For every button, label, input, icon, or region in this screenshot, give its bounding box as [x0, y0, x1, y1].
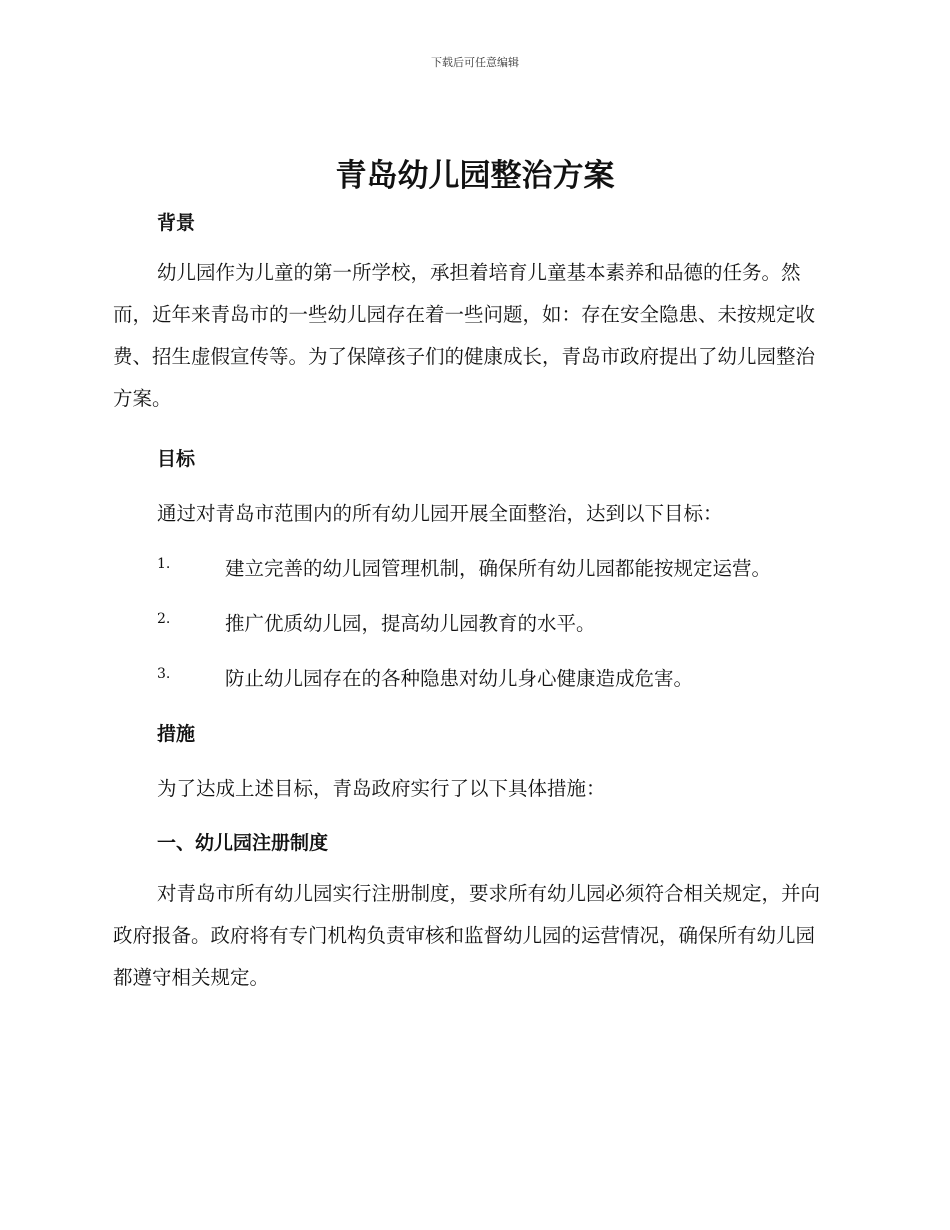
- header-note: 下载后可任意编辑: [431, 56, 519, 69]
- goals-intro: 通过对青岛市范围内的所有幼儿园开展全面整治，达到以下目标：: [157, 502, 723, 525]
- list-item-number: 2.: [157, 611, 171, 627]
- subsection-heading-registration: 一、幼儿园注册制度: [157, 832, 329, 854]
- list-item-text: 建立完善的幼儿园管理机制，确保所有幼儿园都能按规定运营。: [225, 557, 772, 580]
- document-title: 青岛幼儿园整治方案: [335, 158, 615, 194]
- list-item-number: 3.: [157, 666, 171, 682]
- section-heading-background: 背景: [157, 212, 196, 234]
- list-item-text: 推广优质幼儿园，提高幼儿园教育的水平。: [225, 612, 596, 635]
- list-item-number: 1.: [157, 556, 171, 572]
- section-heading-measures: 措施: [157, 723, 196, 745]
- measures-intro: 为了达成上述目标，青岛政府实行了以下具体措施：: [157, 777, 606, 800]
- section-heading-goals: 目标: [157, 448, 196, 470]
- list-item-text: 防止幼儿园存在的各种隐患对幼儿身心健康造成危害。: [225, 667, 694, 690]
- background-paragraph: 幼儿园作为儿童的第一所学校，承担着培育儿童基本素养和品德的任务。然而，近年来青岛市的一些幼儿园存在着一些问题，如：存在安全隐患、未按规定收费、招生虚假宣传等。为了保障孩子们的健康成长，青岛市政府提出了幼儿园整治方案。: [113, 261, 816, 410]
- registration-paragraph: 对青岛市所有幼儿园实行注册制度，要求所有幼儿园必须符合相关规定，并向政府报备。政府将有专门机构负责审核和监督幼儿园的运营情况，确保所有幼儿园都遵守相关规定。: [113, 882, 821, 989]
